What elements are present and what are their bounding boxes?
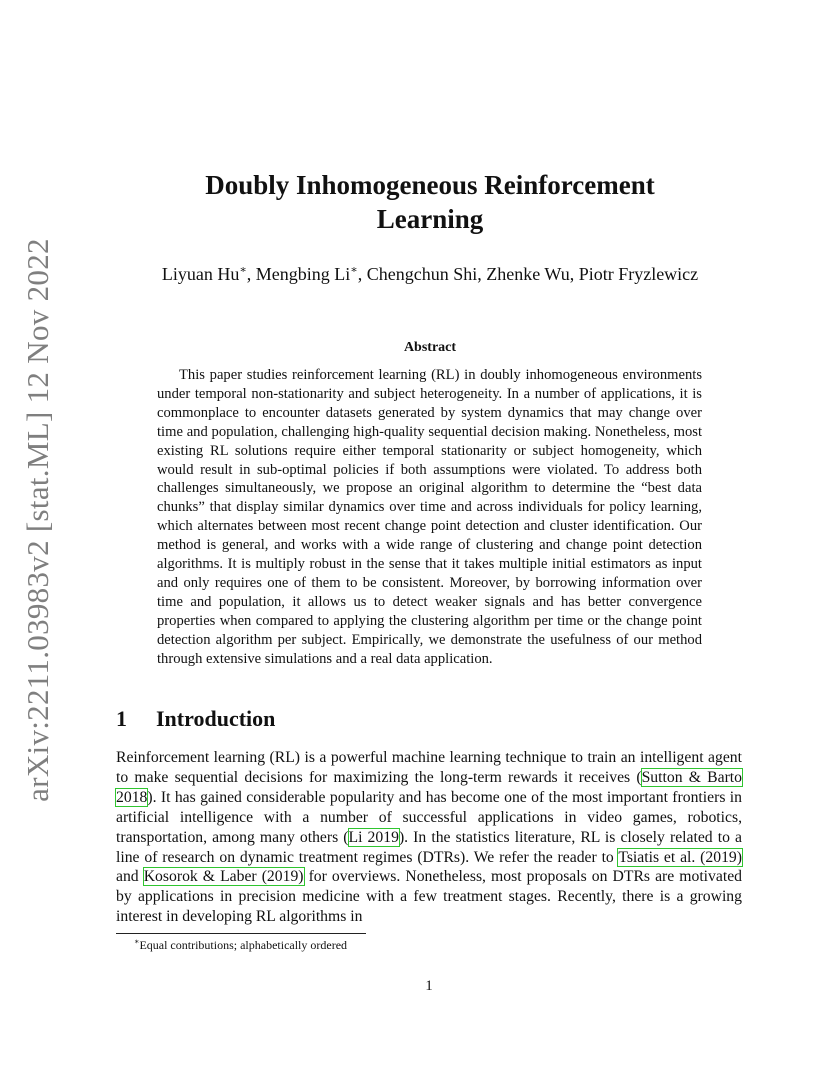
author-name: Liyuan Hu [161, 264, 240, 284]
paragraph-text: for overviews. Nonetheless, most proposals on DTRs are motivated by applications in precision medicine with a few treatment stages. Recently, there is a growing interest in developing RL algorithms in [116, 868, 743, 926]
introduction-paragraph [116, 748, 742, 927]
citation-link[interactable]: Tsiatis et al. (2019) [618, 848, 742, 866]
author-name: Mengbing Li [255, 264, 351, 284]
equal-contribution-mark[interactable]: ∗ [239, 264, 247, 276]
author-separator: , [246, 264, 256, 284]
citation-link[interactable]: Sutton & Barto 2018 [116, 768, 743, 806]
citation-link[interactable]: Kosorok & Laber (2019) [143, 868, 304, 886]
title-line: Doubly Inhomogeneous Reinforcement [205, 170, 655, 200]
paragraph-text: ). It has gained considerable popularity and has become one of the most important frontiers in artificial intelligence with a number of successful applications in video games, robotics, transportation, among many others ( [116, 788, 742, 846]
footnote [134, 937, 347, 953]
paragraph-text: and [116, 868, 144, 886]
paragraph-text: Reinforcement learning (RL) is a powerful machine learning technique to train an intelligent agent to make sequential decisions for maximizing the long-term rewards it receives ( [116, 749, 742, 786]
author-list [116, 258, 744, 286]
footnote-divider [116, 933, 366, 934]
arxiv-identifier: arXiv:2211.03983v2 [stat.ML] 12 Nov 2022 [20, 238, 55, 802]
footnote-text: Equal contributions; alphabetically ordered [139, 938, 348, 952]
paragraph-text: ). In the statistics literature, RL is closely related to a line of research on dynamic treatment regimes (DTRs). We refer the reader to [116, 828, 742, 866]
page-number: 1 [425, 978, 433, 994]
equal-contribution-mark[interactable]: ∗ [350, 264, 358, 276]
abstract-heading: Abstract [403, 340, 457, 355]
section-heading [116, 706, 275, 732]
section-number: 1 [116, 706, 127, 731]
section-title: Introduction [156, 706, 276, 731]
abstract-text: This paper studies reinforcement learning (RL) in doubly inhomogeneous environments under temporal non-stationarity and subject heterogeneity. In a number of applications, it is commonplace to encounter datasets generated by system dynamics that may change over time and population, challenging high-quality sequential decision making. Nonetheless, most existing RL solutions require either temporal stationarity or subject homogeneity, which would result in sub-optimal policies if both assumptions were violated. To address both challenges simultaneously, we propose an original algorithm to determine the “best data chunks” that display similar dynamics over time and across individuals for policy learning, which alternates between most recent change point detection and cluster identification. Our method is general, and works with a wide range of clustering and change point detection algorithms. It is multiply robust in the sense that it takes multiple initial estimators as input and only requires one of them to be consistent. Moreover, by borrowing information over time and population, it allows us to detect weaker signals and has better convergence properties when compared to applying the clustering algorithm per time or the change point detection algorithm per subject. Empirically, we demonstrate the usefulness of our method through extensive simulations and a real data application. [157, 367, 702, 667]
citation-link[interactable]: Li 2019 [348, 828, 399, 846]
author-names-rest: , Chengchun Shi, Zhenke Wu, Piotr Fryzlewicz [357, 264, 699, 284]
title-line: Learning [376, 204, 484, 234]
paper-title [116, 168, 744, 236]
footnote-mark: ∗ [134, 937, 140, 946]
